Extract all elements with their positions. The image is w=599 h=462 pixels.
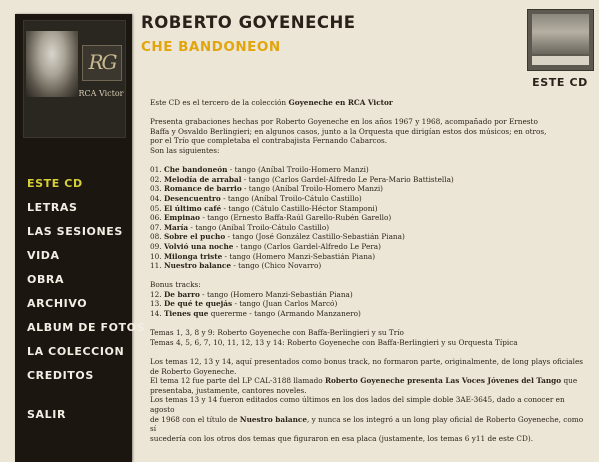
track-item [150,299,590,309]
track-title: Desencuentro [163,193,221,203]
track-list [150,165,590,271]
track-item [150,290,590,300]
track-item [150,252,590,262]
bonus-track-list [150,290,590,319]
artist-portrait [26,31,78,97]
track-item [150,194,590,204]
cover-photo [532,14,589,54]
main-nav [27,172,145,427]
closing-line [150,415,590,434]
track-credits: - tango (Cátulo Castillo-Héctor Stamponi) [221,203,378,213]
closing-line [150,376,590,386]
track-number: 10. [150,251,162,261]
album-cover-thumbnail[interactable] [527,9,594,71]
track-title: Nuestro balance [163,261,232,271]
track-credits: - tango (Carlos Gardel-Alfredo Le Pera-Mario Battistella) [241,174,454,184]
nav-item-creditos[interactable]: CREDITOS [27,369,94,382]
cover-caption: ESTE CD [532,76,588,89]
track-number: 14. [150,309,162,319]
track-item [150,165,590,175]
closing-line: Los temas 13 y 14 fueron editados como últimos en los dos lados del simple doble 3AE-3645, dado a conocer en agosto [150,395,565,414]
track-title: Tienes que [163,309,209,319]
track-item [150,261,590,271]
track-credits: - tango (Ernesto Baffa-Raúl Garello-Rubén Garello) [200,213,392,223]
track-credits: - tango (Juan Carlos Marcó) [232,299,338,309]
sidebar [15,14,146,462]
track-title: Che bandoneón [163,165,228,175]
track-credits: - tango (Chico Novarro) [231,261,322,271]
single-title: Nuestro balance [239,414,307,424]
track-title: Volvió una noche [163,241,234,251]
closing-text: El tema 12 fue parte del LP CAL-3188 llamado [150,376,325,386]
closing-line: Los temas 12, 13 y 14, aquí presentados como bonus track, no formaron parte, originalmente, de long plays oficiales [150,357,584,367]
track-number: 02. [150,174,162,184]
rg-monogram: RG [82,45,122,81]
track-credits: - tango (Homero Manzi-Sebastián Piana) [199,289,353,299]
track-number: 03. [150,184,162,194]
closing-line: presentaba, justamente, cantores noveles. [150,385,307,395]
track-number: 12. [150,289,162,299]
closing-text: , y nunca se los integró a un long play oficial de Roberto Goyeneche, como sí [150,414,584,434]
description-line: por el Trío que completaba el contrabajista Fernando Cabarcos. [150,136,388,146]
cover-title-strip [532,56,589,65]
description-line: Presenta grabaciones hechas por Roberto Goyeneche en los años 1967 y 1968, acompañado por Ernesto [150,117,538,127]
artist-title: ROBERTO GOYENECHE [141,13,356,32]
track-title: De barro [163,289,200,299]
track-credits: - tango (Carlos Gardel-Alfredo Le Pera) [233,241,381,251]
recording-notes [150,328,590,347]
intro-text: Este CD es el tercero de la colección [150,98,289,107]
note-line: Temas 4, 5, 6, 7, 10, 11, 12, 13 y 14: Roberto Goyeneche con Baffa-Berlingieri y su Orquesta Típica [150,337,518,347]
track-item [150,309,590,319]
rca-victor-logo: RCA Victor [78,89,124,98]
track-number: 08. [150,232,162,242]
album-title: CHE BANDONEON [141,39,281,55]
track-item [150,232,590,242]
nav-item-este-cd[interactable]: ESTE CD [27,177,83,190]
track-number: 01. [150,165,162,175]
description-line: Baffa y Osvaldo Berlingieri; en algunos casos, junto a la Orquesta que dirigían estos dos músicos; en otros, [150,126,547,136]
track-item [150,242,590,252]
nav-item-las-sesiones[interactable]: LAS SESIONES [27,225,123,238]
nav-item-obra[interactable]: OBRA [27,273,65,286]
track-title: El último café [163,203,222,213]
closing-line: de Roberto Goyeneche. [150,366,237,376]
track-title: Milonga triste [163,251,223,261]
track-title: Romance de barrio [163,184,242,194]
nav-item-archivo[interactable]: ARCHIVO [27,297,88,310]
track-item [150,213,590,223]
track-credits: - tango (Aníbal Troilo-Cátulo Castillo) [188,222,330,232]
track-item [150,223,590,233]
track-number: 04. [150,193,162,203]
closing-text: de 1968 con el título de [150,414,240,424]
track-credits: - tango (Aníbal Troilo-Homero Manzi) [227,165,369,175]
collection-name: Goyeneche en RCA Victor [288,98,393,107]
track-item [150,204,590,214]
track-title: Sobre el pucho [163,232,226,242]
track-number: 06. [150,213,162,223]
nav-item-salir[interactable]: SALIR [27,408,67,421]
header-logo [23,20,126,138]
nav-item-la-coleccion[interactable]: LA COLECCION [27,345,125,358]
track-title: De qué te quejás [163,299,233,309]
track-number: 09. [150,241,162,251]
track-title: María [163,222,189,232]
description [150,117,590,155]
track-credits: - tango (Aníbal Troilo-Cátulo Castillo) [220,193,362,203]
bonus-heading: Bonus tracks: [150,280,201,290]
track-credits: - tango (Aníbal Troilo-Homero Manzi) [241,184,384,194]
description-line: Son las siguientes: [150,145,220,155]
main-content [150,98,590,443]
note-line: Temas 1, 3, 8 y 9: Roberto Goyeneche con Baffa-Berlingieri y su Trío [150,328,404,338]
closing-line: sucedería con los otros dos temas que figuraron en esa placa (justamente, los temas 6 y11 de este CD). [150,433,534,443]
track-credits: quererme - tango (Armando Manzanero) [208,309,361,319]
track-item [150,184,590,194]
track-item [150,175,590,185]
lp-title: Roberto Goyeneche presenta Las Voces Jóvenes del Tango [324,376,562,386]
nav-item-letras[interactable]: LETRAS [27,201,78,214]
intro-paragraph [150,98,590,108]
track-title: Empinao [163,213,200,223]
track-title: Melodía de arrabal [163,174,242,184]
nav-item-album-de-fotos[interactable]: ALBUM DE FOTOS [27,321,146,334]
track-number: 05. [150,203,162,213]
track-number: 11. [150,261,162,271]
track-credits: - tango (José González Castillo-Sebastián Piana) [225,232,405,242]
track-number: 13. [150,299,162,309]
nav-item-vida[interactable]: VIDA [27,249,60,262]
closing-text: que [561,376,578,386]
closing-notes [150,357,590,443]
track-credits: - tango (Homero Manzi-Sebastián Piana) [222,251,376,261]
track-number: 07. [150,222,162,232]
